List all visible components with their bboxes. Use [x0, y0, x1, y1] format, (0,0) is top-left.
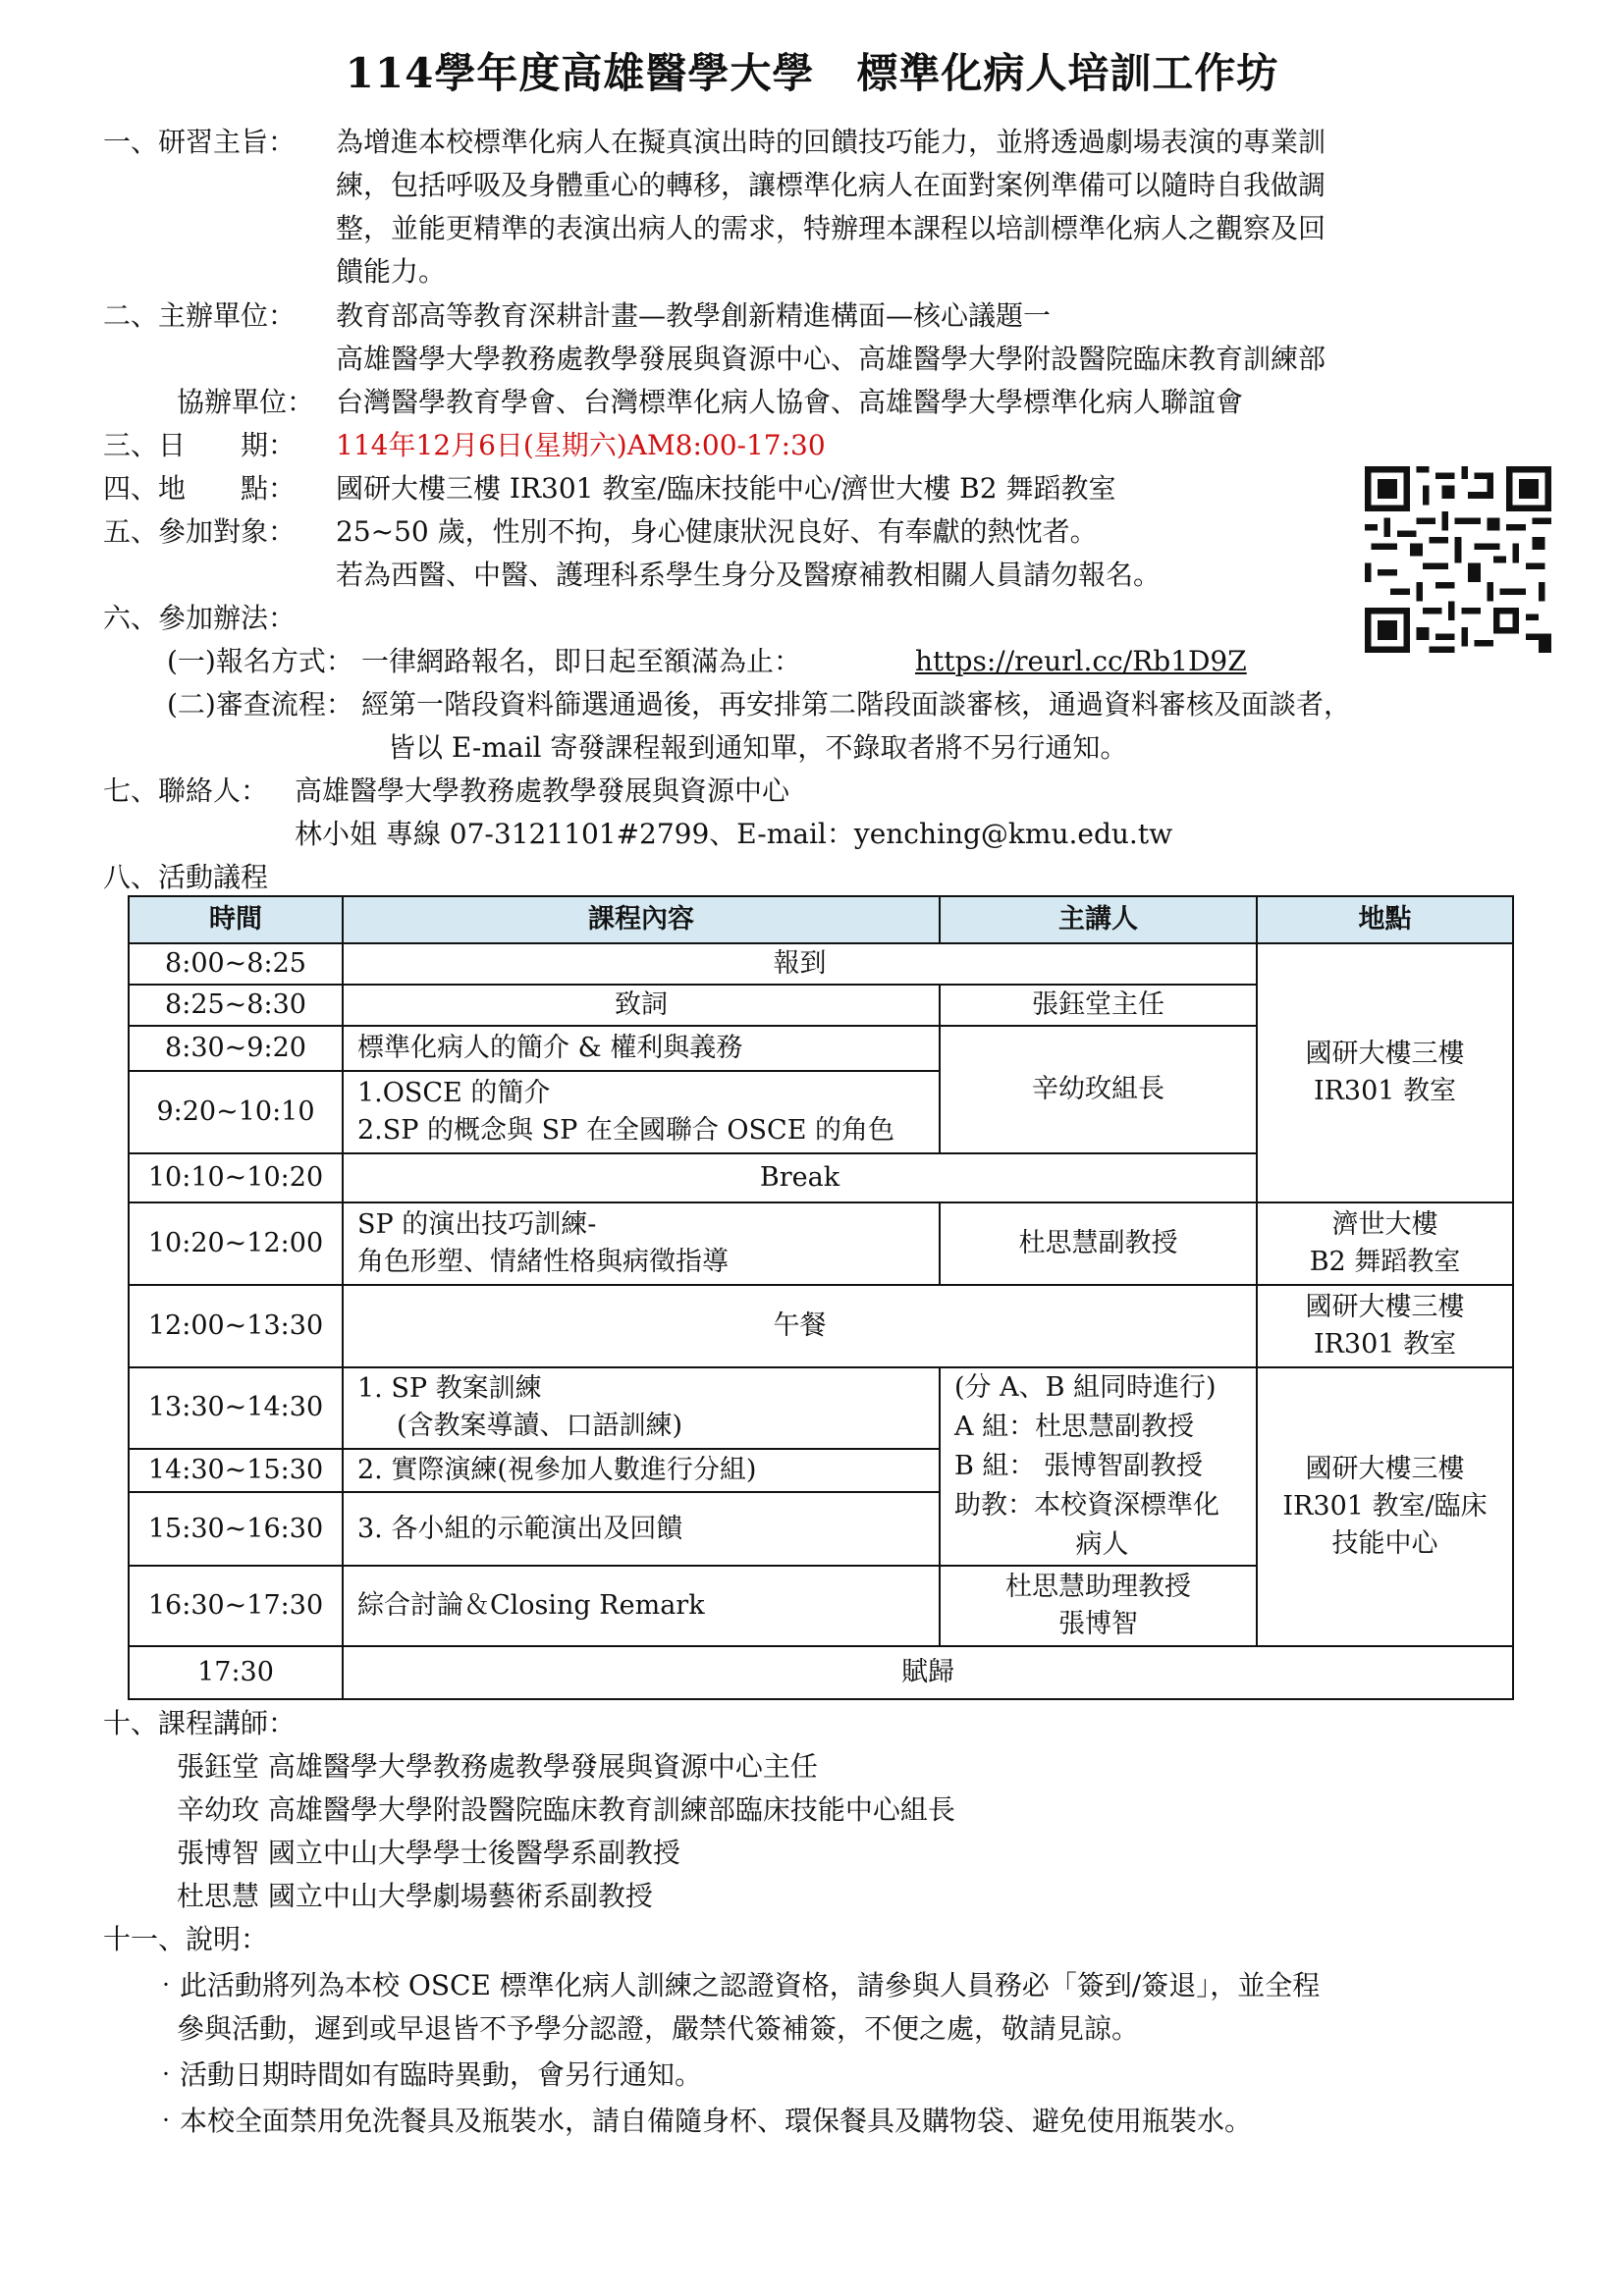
- time-cell: 17:30: [129, 1646, 343, 1699]
- s1-label: 一、研習主旨：: [103, 126, 297, 158]
- s1-line-4: 饋能力。: [336, 255, 447, 288]
- content-cell: [343, 1202, 940, 1285]
- registration-link[interactable]: https://reurl.cc/Rb1D9Z: [915, 645, 1247, 677]
- s10-label: 十、課程講師：: [103, 1707, 297, 1739]
- s3-label: 三、日 期：: [103, 429, 297, 461]
- content-cell: 綜合討論＆Closing Remark: [343, 1566, 940, 1646]
- time-cell: 10:10~10:20: [129, 1153, 343, 1202]
- table-header-row: [129, 896, 1513, 943]
- s7-line-1: 高雄醫學大學教務處教學發展與資源中心: [295, 774, 790, 807]
- time-cell: 15:30~16:30: [129, 1492, 343, 1566]
- instructor-line: 辛幼玫 高雄醫學大學附設醫院臨床教育訓練部臨床技能中心組長: [177, 1793, 955, 1826]
- place-line: 國研大樓三樓: [1305, 1292, 1465, 1322]
- s2-line-2: 高雄醫學大學教務處教學發展與資源中心、高雄醫學大學附設醫院臨床教育訓練部: [336, 343, 1326, 375]
- table-row: [129, 943, 1513, 985]
- time-cell: 16:30~17:30: [129, 1566, 343, 1646]
- content-line: 角色形塑、情緒性格與病徵指導: [357, 1247, 729, 1277]
- speaker-line: A 組：杜思慧副教授: [954, 1412, 1195, 1442]
- content-cell: Break: [343, 1153, 1257, 1202]
- table-row: [129, 1285, 1513, 1367]
- time-cell: 8:00~8:25: [129, 943, 343, 985]
- header-place: 地點: [1257, 896, 1513, 943]
- content-cell: 標準化病人的簡介 & 權利與義務: [343, 1026, 940, 1071]
- s5-label: 五、參加對象：: [103, 515, 297, 548]
- content-cell: 2. 實際演練(視參加人數進行分組): [343, 1449, 940, 1492]
- note-bullet-1: ‧此活動將列為本校 OSCE 標準化病人訓練之認證資格，請參與人員務必「簽到/簽退」，並全程: [152, 1969, 1321, 2002]
- table-row: [129, 1202, 1513, 1285]
- s2-co-text: 台灣醫學教育學會、台灣標準化病人協會、高雄醫學大學標準化病人聯誼會: [336, 386, 1244, 418]
- table-row: [129, 1367, 1513, 1449]
- speaker-line: B 組： 張博智副教授: [954, 1451, 1204, 1481]
- place-cell: [1257, 943, 1513, 1202]
- instructor-line: 張鈺堂 高雄醫學大學教務處教學發展與資源中心主任: [177, 1750, 818, 1783]
- s5-line-2: 若為西醫、中醫、護理科系學生身分及醫療補教相關人員請勿報名。: [336, 559, 1162, 591]
- schedule-table: [128, 895, 1514, 1700]
- content-line: 2.SP 的概念與 SP 在全國聯合 OSCE 的角色: [357, 1115, 894, 1146]
- s7-label: 七、聯絡人：: [103, 774, 269, 807]
- content-cell: 報到: [343, 943, 1257, 985]
- time-cell: 10:20~12:00: [129, 1202, 343, 1285]
- place-line: IR301 教室: [1313, 1329, 1457, 1360]
- speaker-line: 病人: [1075, 1529, 1129, 1560]
- s4-text: 國研大樓三樓 IR301 教室/臨床技能中心/濟世大樓 B2 舞蹈教室: [336, 472, 1116, 505]
- note-bullet-1-cont: 參與活動，遲到或早退皆不予學分認證，嚴禁代簽補簽，不便之處，敬請見諒。: [177, 2012, 1140, 2045]
- speaker-line: 張博智: [1058, 1609, 1138, 1639]
- s6-item2-label: (二)審查流程：: [167, 688, 353, 721]
- place-line: 技能中心: [1331, 1528, 1438, 1559]
- s5-line-1: 25~50 歲，性別不拘，身心健康狀況良好、有奉獻的熱忱者。: [336, 515, 1098, 548]
- time-cell: 9:20~10:10: [129, 1071, 343, 1153]
- page-title: 114學年度高雄醫學大學 標準化病人培訓工作坊: [345, 49, 1279, 97]
- s2-label: 二、主辦單位：: [103, 299, 297, 332]
- place-cell: [1257, 1202, 1513, 1285]
- s1-line-2: 練，包括呼吸及身體重心的轉移，讓標準化病人在面對案例準備可以隨時自我做調: [336, 169, 1326, 201]
- instructor-line: 張博智 國立中山大學學士後醫學系副教授: [177, 1837, 680, 1869]
- place-cell: [1257, 1367, 1513, 1646]
- speaker-line: 杜思慧助理教授: [1005, 1572, 1191, 1602]
- s7-line-2: 林小姐 專線 07-3121101#2799、E-mail：yenching@kmu.edu.tw: [295, 818, 1173, 850]
- time-cell: 12:00~13:30: [129, 1285, 343, 1367]
- s8-label: 八、活動議程: [103, 861, 269, 893]
- place-line: IR301 教室: [1313, 1076, 1457, 1106]
- header-content: 課程內容: [343, 896, 940, 943]
- content-line: SP 的演出技巧訓練-: [357, 1209, 597, 1240]
- content-cell: 午餐: [343, 1285, 1257, 1367]
- content-line: 1.OSCE 的簡介: [357, 1078, 551, 1108]
- speaker-cell: 杜思慧副教授: [940, 1202, 1257, 1285]
- time-cell: 14:30~15:30: [129, 1449, 343, 1492]
- instructor-line: 杜思慧 國立中山大學劇場藝術系副教授: [177, 1880, 653, 1912]
- speaker-cell: [940, 1566, 1257, 1646]
- place-line: IR301 教室/臨床: [1282, 1491, 1488, 1522]
- s6-item1-text: 一律網路報名，即日起至額滿為止：: [361, 645, 802, 677]
- content-line: (含教案導讀、口語訓練): [397, 1411, 683, 1442]
- speaker-cell: 張鈺堂主任: [940, 985, 1257, 1026]
- content-cell: [343, 1367, 940, 1449]
- header-time: 時間: [129, 896, 343, 943]
- note-bullet-2: ‧活動日期時間如有臨時異動，會另行通知。: [152, 2058, 703, 2091]
- content-cell: 賦歸: [343, 1646, 1513, 1699]
- content-cell: [343, 1071, 940, 1153]
- s1-line-3: 整，並能更精準的表演出病人的需求，特辦理本課程以培訓標準化病人之觀察及回: [336, 212, 1326, 244]
- s6-item1-label: (一)報名方式：: [167, 645, 353, 677]
- s1-line-1: 為增進本校標準化病人在擬真演出時的回饋技巧能力，並將透過劇場表演的專業訓: [336, 126, 1326, 158]
- place-line: 濟世大樓: [1331, 1209, 1438, 1240]
- s6-item2-text: 經第一階段資料篩選通過後，再安排第二階段面談審核，通過資料審核及面談者，: [361, 688, 1352, 721]
- place-line: 國研大樓三樓: [1305, 1454, 1465, 1484]
- time-cell: 8:30~9:20: [129, 1026, 343, 1071]
- time-cell: 8:25~8:30: [129, 985, 343, 1026]
- table-row: [129, 1646, 1513, 1699]
- s4-label: 四、地 點：: [103, 472, 297, 505]
- content-cell: 致詞: [343, 985, 940, 1026]
- s3-date: 114年12月6日(星期六)AM8:00-17:30: [336, 429, 826, 461]
- place-cell: [1257, 1285, 1513, 1367]
- place-line: B2 舞蹈教室: [1309, 1247, 1461, 1277]
- content-line: 1. SP 教案訓練: [357, 1373, 542, 1405]
- s2-co-label: 協辦單位：: [177, 386, 315, 418]
- speaker-cell: [940, 1367, 1257, 1566]
- speaker-line: 助教：本校資深標準化: [954, 1490, 1219, 1521]
- content-cell: 3. 各小組的示範演出及回饋: [343, 1492, 940, 1566]
- s2-line-1: 教育部高等教育深耕計畫—教學創新精進構面—核心議題一: [336, 299, 1052, 332]
- s6-item2-text2: 皆以 E-mail 寄發課程報到通知單，不錄取者將不另行通知。: [388, 731, 1128, 764]
- time-cell: 13:30~14:30: [129, 1367, 343, 1449]
- place-line: 國研大樓三樓: [1305, 1039, 1465, 1069]
- qr-code[interactable]: [1365, 466, 1551, 653]
- speaker-cell: 辛幼玫組長: [940, 1026, 1257, 1153]
- note-bullet-3: ‧本校全面禁用免洗餐具及瓶裝水，請自備隨身杯、環保餐具及購物袋、避免使用瓶裝水。: [152, 2105, 1253, 2137]
- s11-label: 十一、說明：: [103, 1923, 269, 1955]
- header-speaker: 主講人: [940, 896, 1257, 943]
- s6-label: 六、參加辦法：: [103, 602, 297, 634]
- speaker-line: (分 A、B 組同時進行): [954, 1372, 1217, 1403]
